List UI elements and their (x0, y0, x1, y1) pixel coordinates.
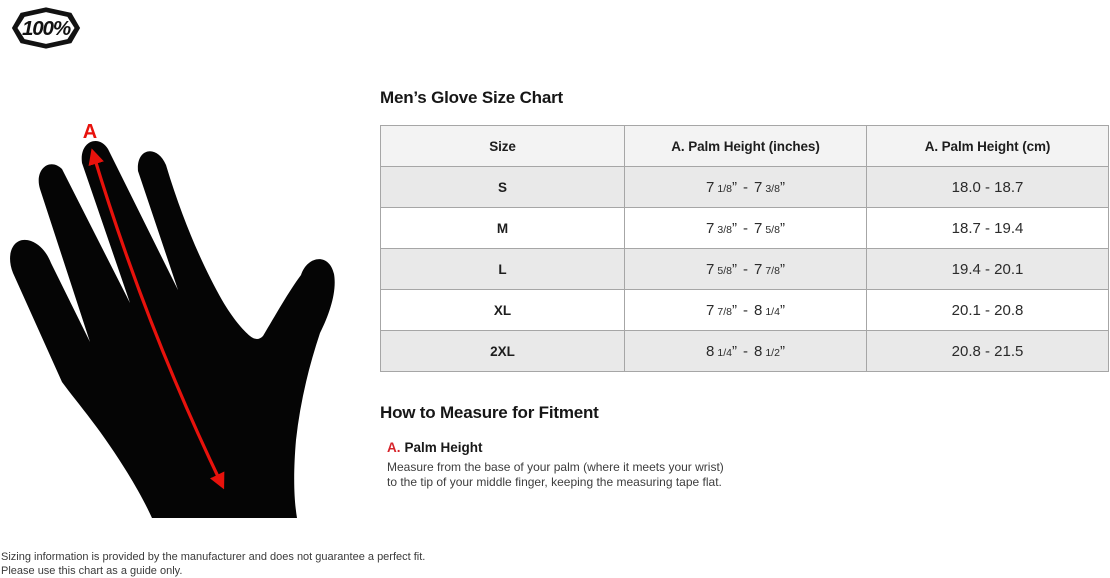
cm-cell: 20.8 - 21.5 (867, 331, 1109, 372)
inches-cell: 7 3/8” - 7 5/8” (625, 208, 867, 249)
table-header-row (381, 126, 1109, 167)
size-chart-title: Men’s Glove Size Chart (380, 88, 563, 107)
table-row (381, 167, 1109, 208)
sizing-disclaimer (1, 550, 425, 578)
inches-cell: 7 7/8” - 8 1/4” (625, 290, 867, 331)
size-cell: XL (381, 290, 625, 331)
table-row (381, 331, 1109, 372)
measure-section-title: How to Measure for Fitment (380, 403, 599, 422)
cm-cell: 20.1 - 20.8 (867, 290, 1109, 331)
hand-silhouette-path (10, 141, 335, 518)
size-cell: L (381, 249, 625, 290)
hand-measurement-figure (0, 85, 360, 535)
measure-item-name: Palm Height (404, 440, 483, 455)
disclaimer-line-2: Please use this chart as a guide only. (1, 565, 183, 577)
size-cell: S (381, 167, 625, 208)
brand-logo (8, 5, 84, 56)
cm-cell: 19.4 - 20.1 (867, 249, 1109, 290)
size-cell: 2XL (381, 331, 625, 372)
inches-cell: 7 5/8” - 7 7/8” (625, 249, 867, 290)
disclaimer-line-1: Sizing information is provided by the manufacturer and does not guarantee a perfect fit. (1, 551, 426, 563)
cm-cell: 18.7 - 19.4 (867, 208, 1109, 249)
inches-cell: 7 1/8” - 7 3/8” (625, 167, 867, 208)
size-cell: M (381, 208, 625, 249)
brand-logo-text: 100% (22, 17, 70, 41)
table-row (381, 290, 1109, 331)
col-header-inches: A. Palm Height (inches) (625, 126, 867, 167)
glove-size-table (380, 125, 1109, 372)
brand-logo-badge-icon (8, 5, 84, 51)
table-row (381, 249, 1109, 290)
measurement-label-a: A (82, 121, 98, 143)
measure-item-heading (387, 440, 747, 455)
col-header-cm: A. Palm Height (cm) (867, 126, 1109, 167)
hand-silhouette-icon (0, 85, 360, 530)
measure-item-letter: A. (387, 440, 401, 455)
cm-cell: 18.0 - 18.7 (867, 167, 1109, 208)
inches-cell: 8 1/4” - 8 1/2” (625, 331, 867, 372)
col-header-size: Size (381, 126, 625, 167)
table-row (381, 208, 1109, 249)
measure-item-palm-height (387, 440, 747, 490)
measure-item-description: Measure from the base of your palm (where it meets your wrist) to the tip of your middle finger, keeping the measuring tape flat. (387, 460, 724, 489)
